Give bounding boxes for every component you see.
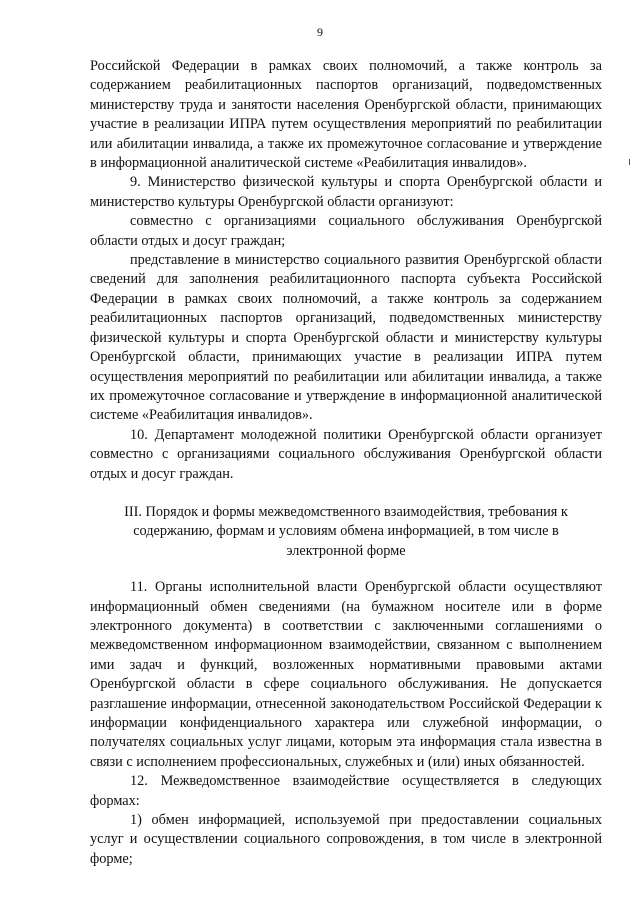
paragraph-item-9-passport: представление в министерство социального развития Оренбургской области сведений для заполнения реабилитационного паспорта субъекта Российской Федерации в рамках своих полномочий, а также контроль за содержанием реабилитационных паспортов организаций, подведомственных министерству физической культуры и спорта Оренбургской области и министерству культуры Оренбургской области, принимающих участие в реализации ИПРА путем осуществления мероприятий по реабилитации или абилитации инвалида, а также их промежуточное согласование и утверждение в информационной аналитической системе «Реабилитация инвалидов». bbox=[90, 252, 602, 424]
paragraph-item-11: 11. Органы исполнительной власти Оренбургской области осуществляют информационный обмен сведениями (на бумажном носителе или в форме электронного документа) в соответствии с заключенными соглашениями о межведомственном информационном взаимодействии, связанном с выполнением ими задач и функций, возложенных нормативными правовыми актами Оренбургской области в сфере социального обслуживания. Не допускается разглашение информации, отнесенной законодательством Российской Федерации к информации конфиденциального характера или служебной информации, о получателях социальных услуг лицами, которым эта информация стала известна в связи с исполнением профессиональных, служебных и (или) иных обязанностей. bbox=[90, 579, 602, 770]
scan-artifact-mark bbox=[629, 159, 630, 165]
paragraph-group-bottom bbox=[90, 578, 602, 869]
paragraph-item-9: 9. Министерство физической культуры и спорта Оренбургской области и министерство культуры Оренбургской области организуют: bbox=[90, 174, 602, 210]
page-number: 9 bbox=[317, 25, 323, 39]
paragraph-item-12: 12. Межведомственное взаимодействие осуществляется в следующих формах: bbox=[90, 773, 602, 809]
paragraph-group-top bbox=[90, 57, 602, 484]
paragraph-continuation: Российской Федерации в рамках своих полномочий, а также контроль за содержанием реабилитационных паспортов организаций, подведомственных министерству труда и занятости населения Оренбургской области, принимающих участие в реализации ИПРА путем осуществления мероприятий по реабилитации или абилитации инвалида, а также их промежуточное согласование и утверждение в информационной аналитической системе «Реабилитация инвалидов». bbox=[90, 58, 602, 172]
document-body bbox=[90, 57, 602, 869]
section-heading: III. Порядок и формы межведомственного взаимодействия, требования к содержанию, формам и условиям обмена информацией, в том числе в электронной форме bbox=[124, 503, 568, 559]
paragraph-item-10: 10. Департамент молодежной политики Оренбургской области организует совместно с организациями социального обслуживания Оренбургской области отдых и досуг граждан. bbox=[90, 426, 602, 482]
paragraph-item-12-1: 1) обмен информацией, используемой при предоставлении социальных услуг и осуществлении социального сопровождения, в том числе в электронной форме; bbox=[90, 812, 602, 867]
paragraph-item-9-leisure: совместно с организациями социального обслуживания Оренбургской области отдых и досуг граждан; bbox=[90, 213, 602, 249]
